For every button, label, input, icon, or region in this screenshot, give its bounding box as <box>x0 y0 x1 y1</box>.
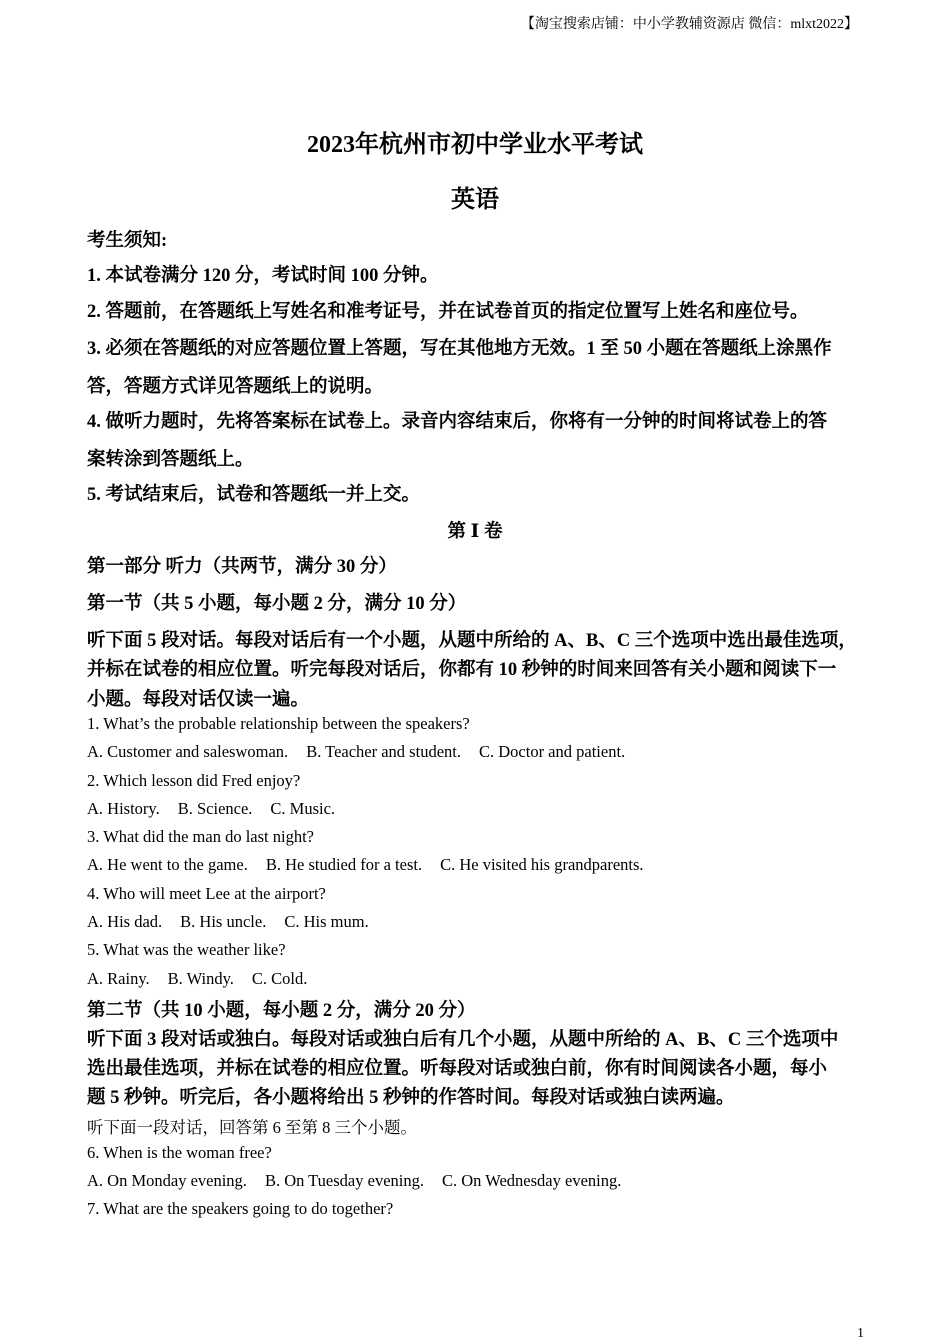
question-3-options <box>87 855 662 875</box>
section1-instruction-line3: 小题。每段对话仅读一遍。 <box>87 690 310 710</box>
option-a: A. History. <box>87 799 160 818</box>
option-c: C. On Wednesday evening. <box>441 1171 622 1190</box>
section2-heading: 第二节（共 10 小题，每小题 2 分，满分 20 分） <box>87 1001 476 1021</box>
question-6-options <box>87 1171 639 1191</box>
option-c: C. His mum. <box>284 912 369 931</box>
part1-heading: 第一部分 听力（共两节，满分 30 分） <box>87 557 397 577</box>
question-3: 3. What did the man do last night? <box>87 827 314 846</box>
section1-heading: 第一节（共 5 小题，每小题 2 分，满分 10 分） <box>87 594 467 614</box>
option-b: B. His uncle. <box>180 912 267 931</box>
section2-instruction-line2: 选出最佳选项，并标在试卷的相应位置。听每段对话或独白前，你有时间阅读各小题，每小 <box>87 1059 828 1079</box>
option-c: C. Music. <box>270 799 336 818</box>
section2-instruction-line3: 题 5 秒钟。听完后，各小题将给出 5 秒钟的作答时间。每段对话或独白读两遍。 <box>87 1088 735 1108</box>
option-b: B. On Tuesday evening. <box>264 1171 424 1190</box>
question-4-options <box>87 912 387 932</box>
option-b: B. Windy. <box>167 969 234 988</box>
question-2: 2. Which lesson did Fred enjoy? <box>87 771 301 790</box>
option-a: A. On Monday evening. <box>87 1171 247 1190</box>
question-5-options <box>87 969 325 989</box>
page-header-note: 【淘宝搜索店铺：中小学教辅资源店 微信：mlxt2022】 <box>520 17 858 32</box>
notice-item-2: 2. 答题前，在答题纸上写姓名和准考证号，并在试卷首页的指定位置写上姓名和座位号。 <box>87 302 809 322</box>
volume-heading: 第 Ⅰ 卷 <box>447 522 503 542</box>
notice-item-4-line2: 案转涂到答题纸上。 <box>87 450 254 470</box>
option-c: C. Doctor and patient. <box>478 742 626 761</box>
notice-item-5: 5. 考试结束后，试卷和答题纸一并上交。 <box>87 485 421 505</box>
option-a: A. His dad. <box>87 912 163 931</box>
question-7: 7. What are the speakers going to do together? <box>87 1199 394 1218</box>
option-b: B. Teacher and student. <box>306 742 461 761</box>
sub-instruction: 听下面一段对话，回答第 6 至第 8 三个小题。 <box>87 1118 417 1137</box>
section1-instruction-line2: 并标在试卷的相应位置。听完每段对话后，你都有 10 秒钟的时间来回答有关小题和阅读下一 <box>87 660 837 680</box>
option-c: C. He visited his grandparents. <box>440 855 644 874</box>
exam-title: 2023年杭州市初中学业水平考试 <box>307 132 643 158</box>
notice-heading: 考生须知: <box>87 231 168 251</box>
question-2-options <box>87 799 353 819</box>
notice-item-3-line2: 答，答题方式详见答题纸上的说明。 <box>87 377 384 397</box>
option-b: B. He studied for a test. <box>265 855 423 874</box>
notice-item-3-line1: 3. 必须在答题纸的对应答题位置上答题，写在其他地方无效。1 至 50 小题在答题纸上涂黑作 <box>87 339 832 359</box>
notice-item-1: 1. 本试卷满分 120 分，考试时间 100 分钟。 <box>87 266 439 286</box>
question-4: 4. Who will meet Lee at the airport? <box>87 884 326 903</box>
notice-item-4-line1: 4. 做听力题时，先将答案标在试卷上。录音内容结束后，你将有一分钟的时间将试卷上的答 <box>87 412 828 432</box>
option-a: A. Rainy. <box>87 969 150 988</box>
option-a: A. Customer and saleswoman. <box>87 742 289 761</box>
page-number: 1 <box>857 1326 864 1341</box>
option-b: B. Science. <box>177 799 253 818</box>
question-1-options <box>87 742 643 762</box>
option-a: A. He went to the game. <box>87 855 248 874</box>
option-c: C. Cold. <box>251 969 308 988</box>
section1-instruction-line1: 听下面 5 段对话。每段对话后有一个小题，从题中所给的 A、B、C 三个选项中选出最佳选项， <box>87 631 857 651</box>
question-5: 5. What was the weather like? <box>87 940 286 959</box>
section2-instruction-line1: 听下面 3 段对话或独白。每段对话或独白后有几个小题，从题中所给的 A、B、C 三个选项中 <box>87 1030 839 1050</box>
question-1: 1. What’s the probable relationship between the speakers? <box>87 714 470 733</box>
question-6: 6. When is the woman free? <box>87 1143 272 1162</box>
subject-title: 英语 <box>451 187 499 213</box>
